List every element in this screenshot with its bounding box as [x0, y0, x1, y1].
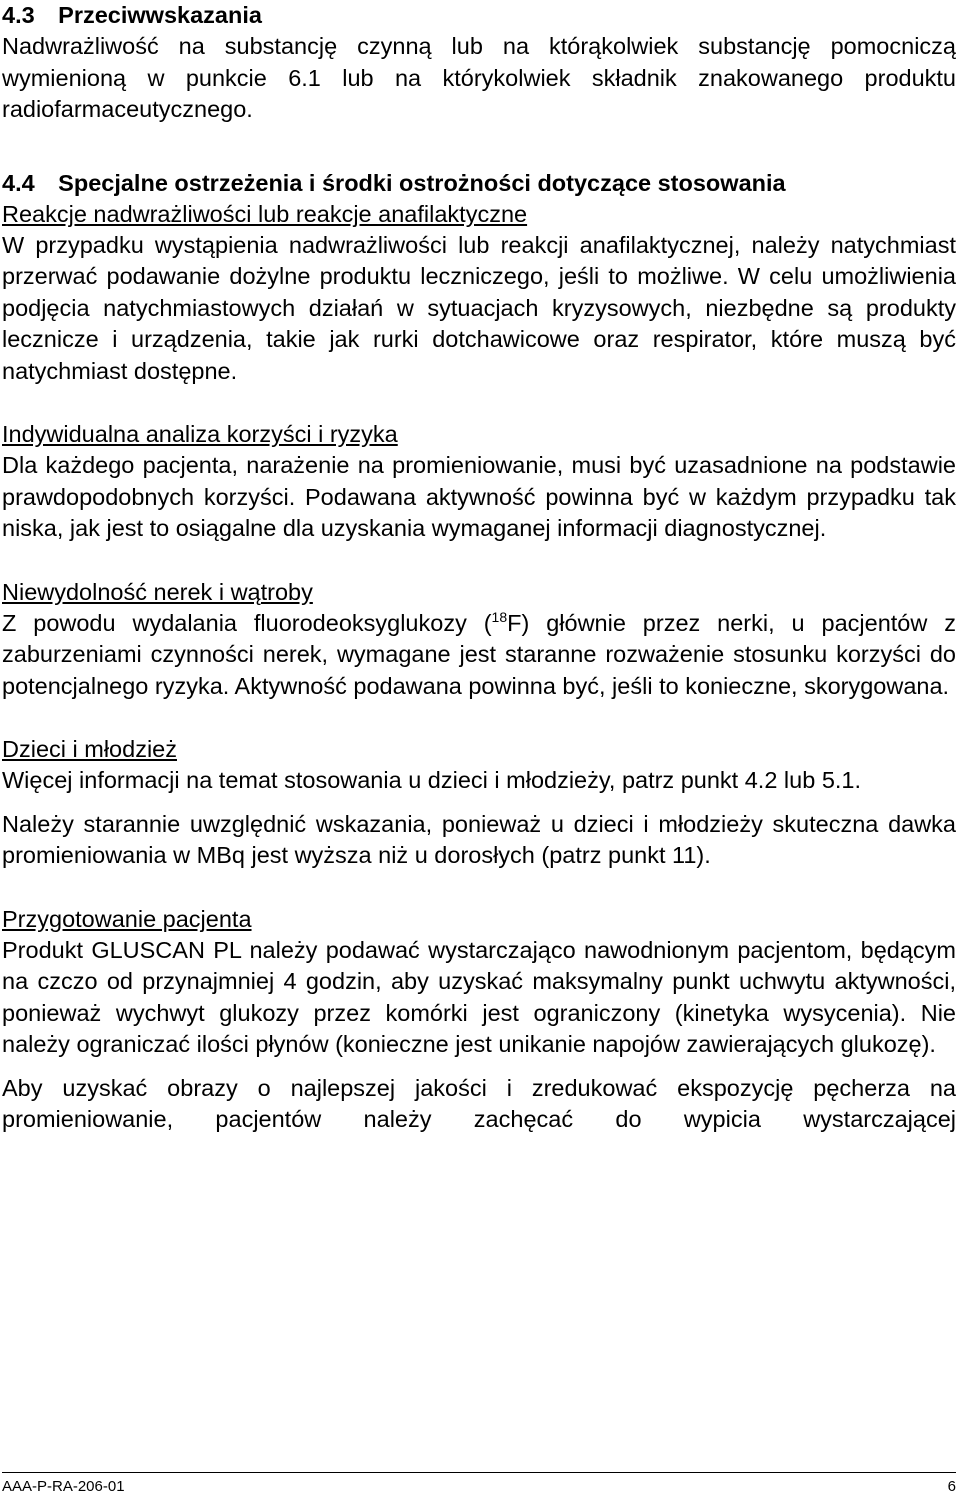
subheading-benefit-risk: Indywidualna analiza korzyści i ryzyka	[2, 421, 398, 447]
paragraph-contraindications: Nadwrażliwość na substancję czynną lub na którąkolwiek substancję pomocniczą wymienioną w punkcie 6.1 lub na którykolwiek składnik znakowanego produktu radiofarmaceutycznego.	[2, 33, 956, 122]
paragraph-preparation-1: Produkt GLUSCAN PL należy podawać wystarczająco nawodnionym pacjentom, będącym na czczo od przynajmniej 4 godzin, aby uzyskać maksymalny punkt uchwytu aktywności, ponieważ wychwyt glukozy przez komórki jest ograniczony (kinetyka wysycenia). Nie należy ograniczać ilości płynów (konieczne jest unikanie napojów zawierających glukozę).	[2, 936, 956, 1057]
paragraph-renal-hepatic	[2, 608, 956, 703]
page-footer	[2, 1478, 956, 1495]
document-id: AAA-P-RA-206-01	[2, 1478, 125, 1495]
subheading-patient-preparation: Przygotowanie pacjenta	[2, 905, 252, 932]
paragraph-hypersensitivity: W przypadku wystąpienia nadwrażliwości lub reakcji anafilaktycznej, należy natychmiast przerwać podawanie dożylne produktu leczniczego, jeśli to możliwe. W celu umożliwienia podjęcia natychmiastowych działań w sytuacjach kryzysowych, niezbędne są produkty lecznicze i urządzenia, takie jak rurki dotchawicowe oraz respirator, które muszą być natychmiast dostępne.	[2, 231, 956, 384]
subheading-paediatric: Dzieci i młodzież	[2, 736, 177, 762]
page-number: 6	[947, 1478, 956, 1495]
paragraph-preparation-2: Aby uzyskać obrazy o najlepszej jakości i zredukować ekspozycję pęcherza na promieniowanie, pacjentów należy zachęcać do wypicia wystarczającej	[2, 1074, 956, 1132]
subheading-hypersensitivity: Reakcje nadwrażliwości lub reakcje anafilaktyczne	[2, 200, 528, 227]
section-heading-4-3: 4.3 Przeciwwskazania	[2, 2, 262, 28]
subheading-renal-hepatic: Niewydolność nerek i wątroby	[2, 578, 313, 605]
paragraph-paediatric-1: Więcej informacji na temat stosowania u dzieci i młodzieży, patrz punkt 4.2 lub 5.1.	[2, 767, 862, 793]
isotope-superscript: 18	[491, 608, 508, 625]
renal-text-start: Z powodu wydalania fluorodeoksyglukozy (	[2, 609, 492, 636]
paragraph-paediatric-2: Należy starannie uwzględnić wskazania, ponieważ u dzieci i młodzieży skuteczna dawka promieniowania w MBq jest wyższa niż u dorosłych (patrz punkt 11).	[2, 810, 956, 868]
section-heading-4-4: 4.4 Specjalne ostrzeżenia i środki ostrożności dotyczące stosowania	[2, 169, 786, 196]
document-page	[2, 0, 956, 1136]
renal-text-end: F) głównie przez nerki, u pacjentów z zaburzeniami czynności nerek, wymagane jest staranne rozważenie stosunku korzyści do potencjalnego ryzyka. Aktywność podawana powinna być, jeśli to konieczne, skorygowana.	[2, 609, 956, 699]
footer-divider	[2, 1472, 956, 1473]
paragraph-benefit-risk: Dla każdego pacjenta, narażenie na promieniowanie, musi być uzasadnione na podstawie prawdopodobnych korzyści. Podawana aktywność powinna być w każdym przypadku tak niska, jak jest to osiągalne dla uzyskania wymaganej informacji diagnostycznej.	[2, 452, 956, 541]
